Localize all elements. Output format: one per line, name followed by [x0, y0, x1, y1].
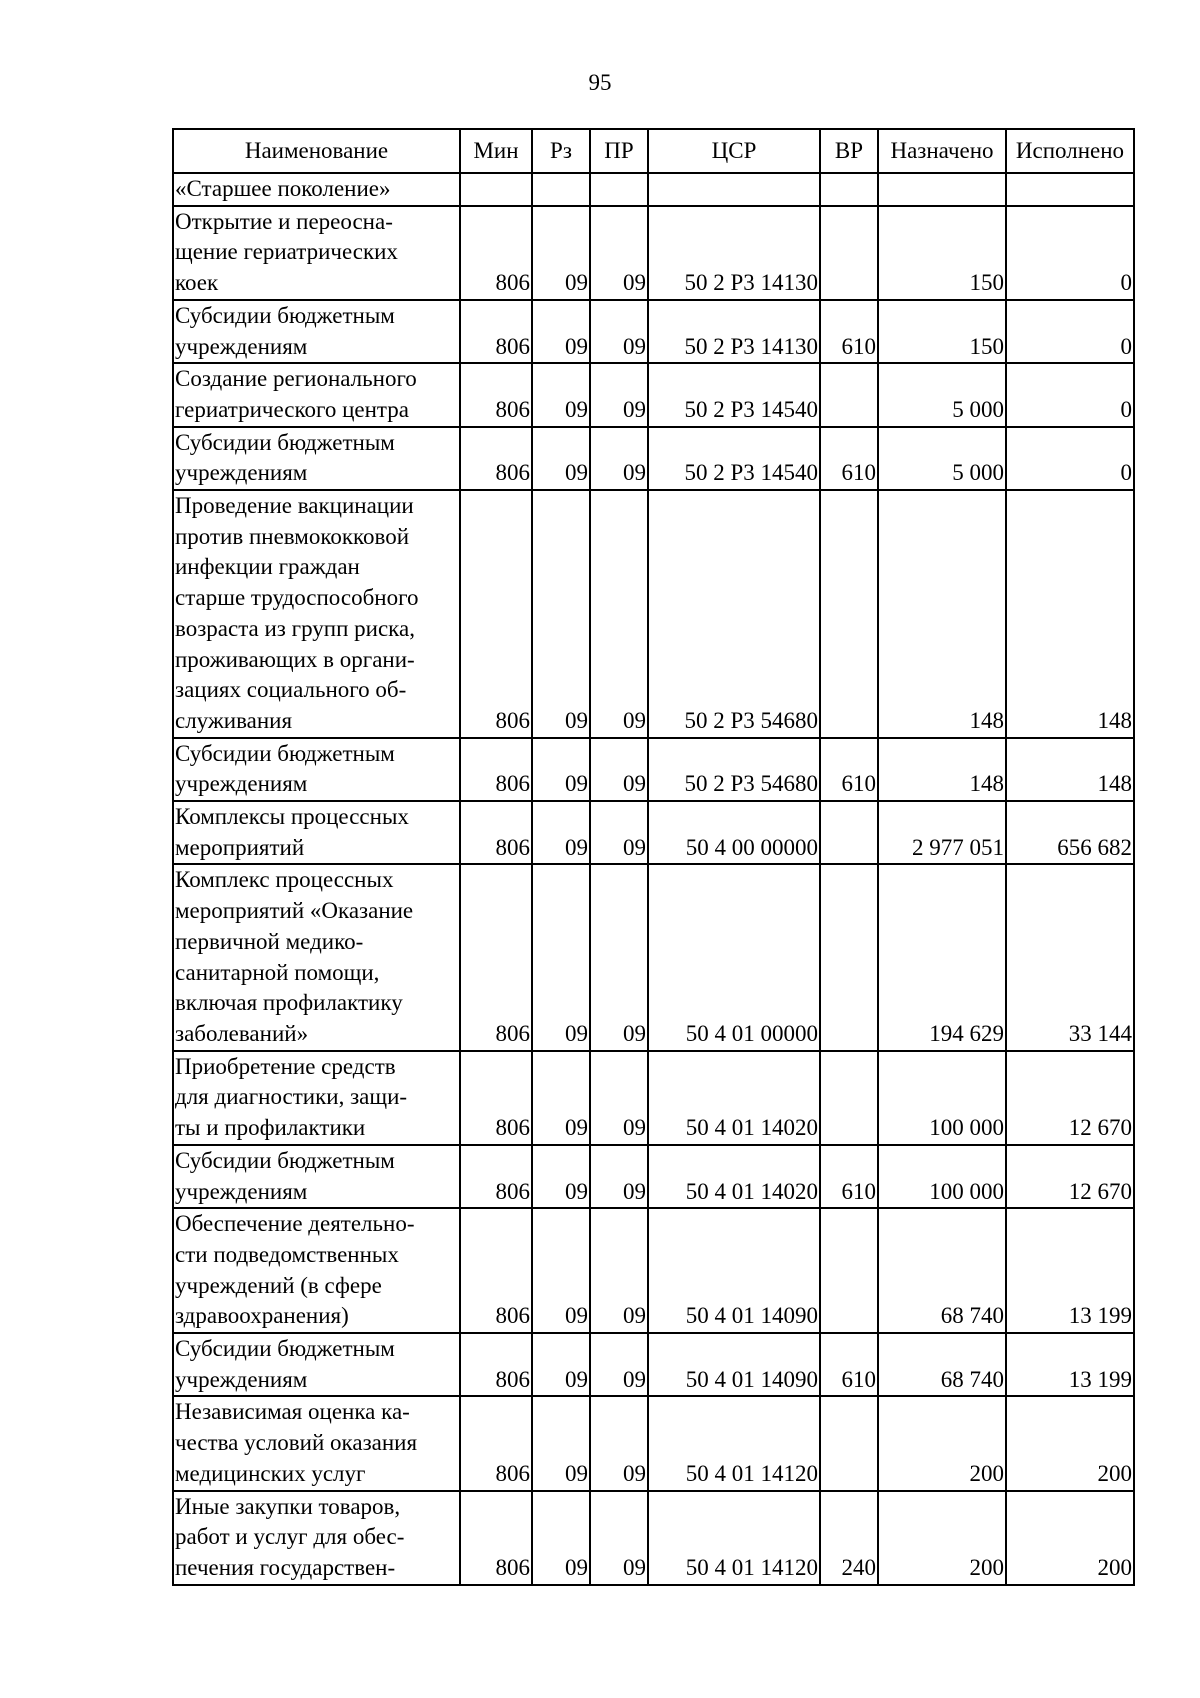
- cell-name-text: Иные закупки товаров, работ и услуг для обес- печения государствен-: [175, 1493, 405, 1580]
- cell-rz-text: 09: [565, 771, 588, 797]
- cell-csr: [648, 1051, 820, 1145]
- cell-rz-text: 09: [565, 1020, 588, 1046]
- cell-vr: [820, 490, 878, 738]
- cell-name-text: Обеспечение деятельно- сти подведомственных учреждений (в сфере здравоохранения): [175, 1211, 415, 1329]
- cell-name-text: Субсидии бюджетным учреждениям: [175, 1336, 395, 1392]
- header-vr: ВР: [820, 129, 878, 173]
- cell-pr: [590, 300, 648, 363]
- cell-rz-text: 09: [565, 396, 588, 422]
- cell-executed: [1006, 1396, 1134, 1490]
- cell-min-text: 806: [495, 270, 530, 296]
- cell-executed-text: 0: [1120, 333, 1132, 359]
- cell-assigned-text: 68 740: [940, 1303, 1004, 1329]
- cell-assigned: [878, 206, 1006, 300]
- cell-min: [460, 1333, 532, 1396]
- cell-pr-text: 09: [623, 771, 646, 797]
- cell-name: [173, 427, 460, 490]
- cell-rz-text: 09: [565, 1460, 588, 1486]
- cell-name-text: Открытие и переосна- щение гериатрических коек: [175, 208, 398, 296]
- cell-assigned-text: 148: [969, 707, 1004, 733]
- cell-rz-text: 09: [565, 707, 588, 733]
- cell-rz: [532, 1145, 590, 1208]
- cell-executed: [1006, 1051, 1134, 1145]
- cell-pr: [590, 1333, 648, 1396]
- cell-name: [173, 206, 460, 300]
- cell-vr: [820, 864, 878, 1050]
- cell-name: [173, 1208, 460, 1333]
- cell-assigned: [878, 1051, 1006, 1145]
- cell-assigned-text: 200: [969, 1460, 1004, 1486]
- header-rz: Рз: [532, 129, 590, 173]
- budget-table: [172, 128, 1135, 1586]
- cell-rz-text: 09: [565, 1366, 588, 1392]
- cell-pr-text: 09: [623, 1115, 646, 1141]
- table-row: [173, 427, 1134, 490]
- cell-rz-text: 09: [565, 1178, 588, 1204]
- cell-executed: [1006, 427, 1134, 490]
- cell-pr: [590, 363, 648, 426]
- cell-csr: [648, 1396, 820, 1490]
- table-row: [173, 1491, 1134, 1585]
- cell-rz: [532, 490, 590, 738]
- cell-assigned-text: 100 000: [929, 1115, 1004, 1141]
- table-row: [173, 1208, 1134, 1333]
- cell-assigned: [878, 173, 1006, 206]
- cell-vr: [820, 427, 878, 490]
- cell-executed: [1006, 1333, 1134, 1396]
- cell-pr: [590, 1145, 648, 1208]
- cell-name: [173, 173, 460, 206]
- cell-min: [460, 864, 532, 1050]
- cell-executed: [1006, 1491, 1134, 1585]
- cell-min: [460, 206, 532, 300]
- header-pr: ПР: [590, 129, 648, 173]
- cell-pr-text: 09: [623, 707, 646, 733]
- cell-min-text: 806: [495, 834, 530, 860]
- cell-min-text: 806: [495, 333, 530, 359]
- page-number: 95: [588, 70, 612, 95]
- cell-pr-text: 09: [623, 270, 646, 296]
- cell-name: [173, 738, 460, 801]
- cell-csr-text: 50 2 Р3 14540: [684, 396, 818, 422]
- cell-min-text: 806: [495, 707, 530, 733]
- table-row: [173, 363, 1134, 426]
- cell-min: [460, 1051, 532, 1145]
- cell-csr-text: 50 2 Р3 54680: [684, 771, 818, 797]
- cell-vr: [820, 206, 878, 300]
- cell-csr-text: 50 4 01 14090: [685, 1303, 818, 1329]
- cell-assigned: [878, 427, 1006, 490]
- cell-assigned: [878, 864, 1006, 1050]
- cell-rz: [532, 864, 590, 1050]
- cell-csr-text: 50 4 01 14090: [685, 1366, 818, 1392]
- cell-pr-text: 09: [623, 396, 646, 422]
- cell-csr: [648, 1491, 820, 1585]
- cell-pr-text: 09: [623, 333, 646, 359]
- cell-assigned-text: 150: [969, 333, 1004, 359]
- cell-name-text: Комплекс процессных мероприятий «Оказание первичной медико- санитарной помощи, включая профилактику заболеваний»: [175, 867, 414, 1046]
- table-row: [173, 1333, 1134, 1396]
- cell-rz: [532, 801, 590, 864]
- cell-min: [460, 801, 532, 864]
- cell-csr-text: 50 4 01 14120: [685, 1554, 818, 1580]
- cell-min-text: 806: [495, 771, 530, 797]
- cell-assigned: [878, 1396, 1006, 1490]
- cell-min: [460, 1491, 532, 1585]
- cell-rz: [532, 1491, 590, 1585]
- cell-csr-text: 50 4 01 00000: [685, 1020, 818, 1046]
- cell-vr: [820, 801, 878, 864]
- cell-rz: [532, 300, 590, 363]
- table-row: [173, 206, 1134, 300]
- cell-name-text: Приобретение средств для диагностики, защи- ты и профилактики: [175, 1053, 408, 1141]
- cell-min: [460, 1145, 532, 1208]
- cell-executed: [1006, 1208, 1134, 1333]
- cell-executed-text: 148: [1097, 771, 1132, 797]
- cell-executed-text: 12 670: [1068, 1178, 1132, 1204]
- cell-name: [173, 1333, 460, 1396]
- cell-pr: [590, 738, 648, 801]
- table-row: [173, 1051, 1134, 1145]
- cell-pr: [590, 1208, 648, 1333]
- cell-pr: [590, 490, 648, 738]
- cell-executed-text: 656 682: [1057, 834, 1132, 860]
- header-name: Наименование: [173, 129, 460, 173]
- table-header-row: [173, 129, 1134, 173]
- cell-csr: [648, 490, 820, 738]
- cell-executed-text: 0: [1120, 396, 1132, 422]
- table-body: [173, 173, 1134, 1585]
- cell-executed-text: 200: [1097, 1460, 1132, 1486]
- cell-csr-text: 50 2 Р3 14130: [684, 270, 818, 296]
- cell-rz-text: 09: [565, 1554, 588, 1580]
- cell-rz: [532, 363, 590, 426]
- cell-pr-text: 09: [623, 460, 646, 486]
- cell-assigned: [878, 801, 1006, 864]
- cell-executed-text: 148: [1097, 707, 1132, 733]
- cell-pr-text: 09: [623, 1460, 646, 1486]
- cell-pr: [590, 801, 648, 864]
- cell-csr-text: 50 2 Р3 54680: [684, 707, 818, 733]
- cell-pr-text: 09: [623, 1020, 646, 1046]
- cell-rz: [532, 206, 590, 300]
- cell-vr-text: 610: [841, 333, 876, 359]
- cell-csr: [648, 864, 820, 1050]
- cell-csr-text: 50 4 01 14020: [685, 1178, 818, 1204]
- cell-name-text: Субсидии бюджетным учреждениям: [175, 429, 395, 486]
- cell-vr: [820, 1145, 878, 1208]
- cell-rz-text: 09: [565, 1115, 588, 1141]
- cell-min-text: 806: [495, 1303, 530, 1329]
- cell-min-text: 806: [495, 460, 530, 486]
- cell-vr-text: 240: [841, 1554, 876, 1580]
- cell-vr-text: 610: [841, 460, 876, 486]
- cell-name-text: Субсидии бюджетным учреждениям: [175, 740, 395, 797]
- cell-rz-text: 09: [565, 834, 588, 860]
- cell-min: [460, 363, 532, 426]
- cell-vr-text: 610: [841, 1178, 876, 1204]
- cell-name: [173, 300, 460, 363]
- cell-name-text: Комплексы процессных мероприятий: [175, 804, 409, 860]
- cell-executed-text: 13 199: [1068, 1366, 1132, 1392]
- cell-csr: [648, 1145, 820, 1208]
- cell-pr: [590, 173, 648, 206]
- header-executed: Исполнено: [1006, 129, 1134, 173]
- cell-csr: [648, 801, 820, 864]
- cell-csr: [648, 300, 820, 363]
- cell-assigned: [878, 1145, 1006, 1208]
- cell-name-text: Субсидии бюджетным учреждениям: [175, 1147, 395, 1204]
- cell-executed-text: 200: [1097, 1554, 1132, 1580]
- cell-min: [460, 1396, 532, 1490]
- cell-rz: [532, 427, 590, 490]
- cell-executed: [1006, 300, 1134, 363]
- cell-csr-text: 50 4 01 14120: [685, 1460, 818, 1486]
- cell-pr: [590, 1491, 648, 1585]
- table-row: [173, 490, 1134, 738]
- cell-assigned-text: 200: [969, 1554, 1004, 1580]
- cell-vr: [820, 738, 878, 801]
- cell-pr-text: 09: [623, 1178, 646, 1204]
- cell-assigned: [878, 1333, 1006, 1396]
- cell-name: [173, 801, 460, 864]
- cell-rz: [532, 1396, 590, 1490]
- cell-assigned: [878, 1208, 1006, 1333]
- cell-pr: [590, 1051, 648, 1145]
- cell-assigned: [878, 490, 1006, 738]
- cell-pr: [590, 427, 648, 490]
- cell-min: [460, 173, 532, 206]
- cell-executed: [1006, 173, 1134, 206]
- cell-min-text: 806: [495, 1115, 530, 1141]
- cell-csr: [648, 363, 820, 426]
- table-row: [173, 1396, 1134, 1490]
- cell-vr: [820, 363, 878, 426]
- cell-min-text: 806: [495, 1178, 530, 1204]
- cell-name-text: Создание регионального гериатрического центра: [175, 366, 417, 422]
- cell-csr-text: 50 4 00 00000: [685, 834, 818, 860]
- cell-assigned: [878, 1491, 1006, 1585]
- cell-name: [173, 1051, 460, 1145]
- cell-assigned-text: 100 000: [929, 1178, 1004, 1204]
- cell-vr-text: 610: [841, 1366, 876, 1392]
- cell-name: [173, 1145, 460, 1208]
- cell-vr: [820, 1051, 878, 1145]
- cell-executed-text: 33 144: [1068, 1020, 1132, 1046]
- cell-pr: [590, 864, 648, 1050]
- cell-name-text: Проведение вакцинации против пневмококковой инфекции граждан старше трудоспособного возраста из групп риска, проживающих в органи- зациях социального об- служивания: [175, 493, 419, 733]
- cell-min: [460, 1208, 532, 1333]
- cell-assigned-text: 194 629: [929, 1020, 1004, 1046]
- cell-rz-text: 09: [565, 270, 588, 296]
- cell-name: [173, 490, 460, 738]
- cell-csr: [648, 738, 820, 801]
- cell-executed: [1006, 206, 1134, 300]
- cell-assigned-text: 68 740: [940, 1366, 1004, 1392]
- cell-pr-text: 09: [623, 834, 646, 860]
- cell-vr: [820, 1333, 878, 1396]
- cell-executed-text: 13 199: [1068, 1303, 1132, 1329]
- cell-min-text: 806: [495, 1366, 530, 1392]
- cell-min-text: 806: [495, 1554, 530, 1580]
- cell-executed-text: 12 670: [1068, 1115, 1132, 1141]
- cell-rz: [532, 738, 590, 801]
- table-row: [173, 738, 1134, 801]
- cell-csr: [648, 1208, 820, 1333]
- cell-name: [173, 864, 460, 1050]
- cell-assigned: [878, 738, 1006, 801]
- cell-vr: [820, 1208, 878, 1333]
- cell-rz-text: 09: [565, 1303, 588, 1329]
- cell-csr-text: 50 4 01 14020: [685, 1115, 818, 1141]
- cell-min-text: 806: [495, 396, 530, 422]
- cell-rz: [532, 173, 590, 206]
- cell-assigned-text: 148: [969, 771, 1004, 797]
- cell-name: [173, 1396, 460, 1490]
- cell-csr-text: 50 2 Р3 14130: [684, 333, 818, 359]
- cell-executed-text: 0: [1120, 270, 1132, 296]
- cell-executed: [1006, 490, 1134, 738]
- cell-pr: [590, 206, 648, 300]
- cell-csr: [648, 206, 820, 300]
- cell-vr-text: 610: [841, 771, 876, 797]
- cell-executed: [1006, 738, 1134, 801]
- cell-csr: [648, 427, 820, 490]
- cell-csr: [648, 173, 820, 206]
- cell-executed: [1006, 363, 1134, 426]
- cell-assigned: [878, 363, 1006, 426]
- cell-executed: [1006, 864, 1134, 1050]
- header-csr: ЦСР: [648, 129, 820, 173]
- cell-csr: [648, 1333, 820, 1396]
- cell-executed-text: 0: [1120, 460, 1132, 486]
- cell-pr: [590, 1396, 648, 1490]
- cell-name-text: Субсидии бюджетным учреждениям: [175, 302, 395, 359]
- cell-assigned: [878, 300, 1006, 363]
- table-row: [173, 801, 1134, 864]
- cell-min-text: 806: [495, 1460, 530, 1486]
- cell-executed: [1006, 1145, 1134, 1208]
- cell-assigned-text: 5 000: [952, 396, 1004, 422]
- cell-pr-text: 09: [623, 1366, 646, 1392]
- cell-rz: [532, 1208, 590, 1333]
- cell-name: [173, 363, 460, 426]
- cell-rz-text: 09: [565, 460, 588, 486]
- cell-pr-text: 09: [623, 1554, 646, 1580]
- cell-min: [460, 490, 532, 738]
- cell-name-text: Независимая оценка ка- чества условий оказания медицинских услуг: [175, 1399, 418, 1486]
- cell-min: [460, 300, 532, 363]
- cell-assigned-text: 2 977 051: [912, 834, 1004, 860]
- table-row: [173, 1145, 1134, 1208]
- cell-min-text: 806: [495, 1020, 530, 1046]
- cell-assigned-text: 5 000: [952, 460, 1004, 486]
- cell-rz: [532, 1333, 590, 1396]
- table-row: [173, 173, 1134, 206]
- header-assigned: Назначено: [878, 129, 1006, 173]
- cell-vr: [820, 1491, 878, 1585]
- cell-rz-text: 09: [565, 333, 588, 359]
- cell-name-text: «Старшее поколение»: [175, 176, 391, 201]
- header-min: Мин: [460, 129, 532, 173]
- cell-csr-text: 50 2 Р3 14540: [684, 460, 818, 486]
- cell-min: [460, 738, 532, 801]
- cell-vr: [820, 173, 878, 206]
- table-row: [173, 300, 1134, 363]
- table-row: [173, 864, 1134, 1050]
- cell-rz: [532, 1051, 590, 1145]
- cell-assigned-text: 150: [969, 270, 1004, 296]
- cell-min: [460, 427, 532, 490]
- cell-name: [173, 1491, 460, 1585]
- cell-vr: [820, 300, 878, 363]
- cell-pr-text: 09: [623, 1303, 646, 1329]
- cell-vr: [820, 1396, 878, 1490]
- cell-executed: [1006, 801, 1134, 864]
